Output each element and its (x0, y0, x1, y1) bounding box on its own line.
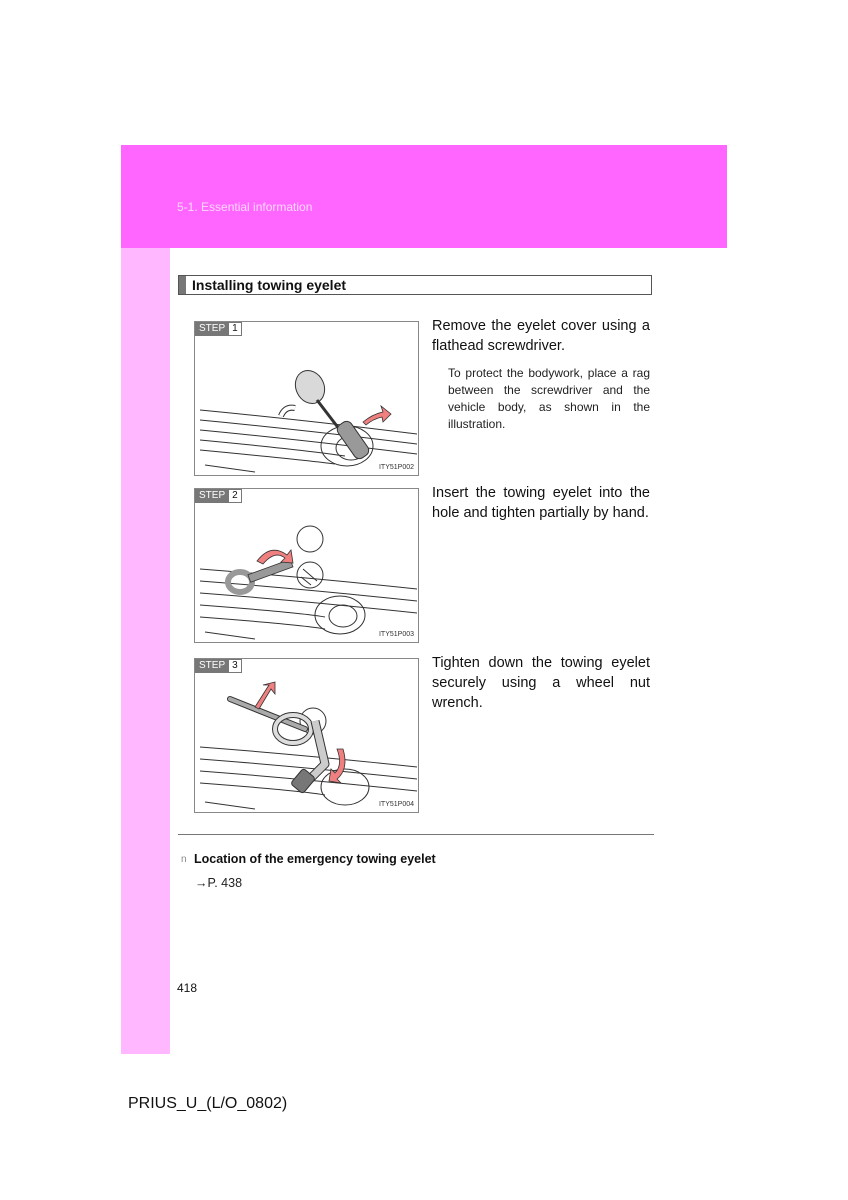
section-label: 5-1. Essential information (177, 200, 313, 214)
towing-eyelet-illustration (195, 489, 419, 643)
step-label: STEP (195, 489, 229, 503)
section-divider (178, 834, 654, 835)
page-number: 418 (177, 981, 198, 995)
figure-code: ITY51P004 (378, 801, 414, 808)
step-badge (195, 322, 242, 336)
step-1-note: To protect the bodywork, place a rag between the screwdriver and the vehicle body, as shown in the illustration. (448, 366, 650, 431)
figure-code: ITY51P003 (378, 631, 414, 638)
chapter-side-band (121, 248, 170, 1054)
chapter-header-band (121, 145, 727, 248)
screwdriver-illustration (195, 322, 419, 476)
step-label: STEP (195, 322, 229, 336)
step-badge (195, 489, 242, 503)
step-number: 1 (229, 322, 242, 336)
heading-bar (179, 276, 186, 294)
step-2-illustration (194, 488, 419, 643)
figure-code: ITY51P002 (378, 464, 414, 471)
page-reference: →P. 438 (195, 876, 243, 890)
footer-code: PRIUS_U_(L/O_0802) (128, 1095, 288, 1112)
step-number: 2 (229, 489, 242, 503)
step-3-illustration (194, 658, 419, 813)
wheel-nut-wrench-illustration (195, 659, 419, 813)
step-badge (195, 659, 242, 673)
step-number: 3 (229, 659, 242, 673)
step-1-illustration (194, 321, 419, 476)
heading-text: Installing towing eyelet (192, 277, 347, 293)
step-label: STEP (195, 659, 229, 673)
step-1-text: Remove the eyelet cover using a flathead screwdriver. (432, 318, 650, 354)
step-2-text: Insert the towing eyelet into the hole and tighten partially by hand. (432, 485, 650, 521)
note-bullet-icon: n (181, 854, 187, 865)
note-title: Location of the emergency towing eyelet (194, 852, 436, 866)
section-heading (178, 275, 652, 295)
step-3-text: Tighten down the towing eyelet securely using a wheel nut wrench. (432, 655, 650, 711)
